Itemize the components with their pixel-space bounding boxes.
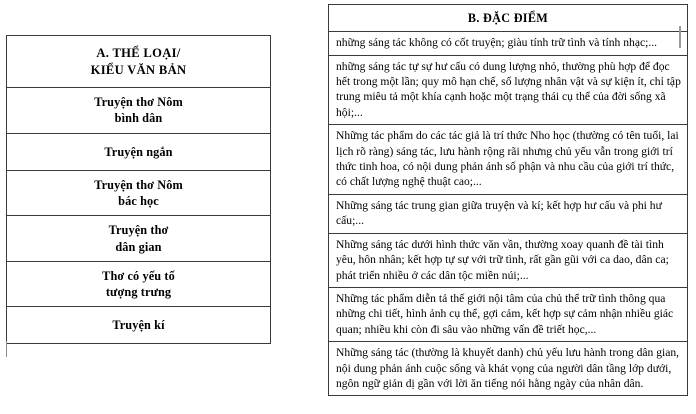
table-row [329,194,688,233]
table-row [7,170,271,215]
characteristic-cell-6: Những tác phẩm diễn tả thế giới nội tâm của chủ thể trữ tình thông qua những chi tiết, hình ảnh cụ thể, gợi cảm, kết hợp sự cảm nhận nhiều giác quan; nhiều khi còn đi sâu vào những vấn đề triết học,... [329,287,688,341]
scan-edge-artifact [679,26,684,48]
genre-line-1: Truyện thơ Nôm [94,95,183,110]
table-header-row [329,5,688,32]
table-continuation-stub [6,341,10,357]
genre-line-2: bác học [118,194,159,209]
genre-cell-tho-co-yeu-to-tuong-trung [7,261,271,306]
genre-line-1: Truyện thơ Nôm [94,177,183,192]
genre-line-2: dân gian [115,239,162,254]
characteristic-cell-3: Những tác phẩm do các tác giả là trí thức Nho học (thường có tên tuổi, lai lịch rõ ràng) sáng tác, lưu hành rộng rãi nhưng chủ yếu vẫn trong giới trí thức tinh hoa, có nội dung phản ánh số phận và nhu cầu của giới trí thức, có chất lượng nghệ thuật cao;... [329,125,688,195]
table-row [329,342,688,396]
table-row [329,287,688,341]
table-row [7,133,271,170]
header-line-1: A. THỂ LOẠI/ [96,46,181,60]
characteristic-cell-4: Những sáng tác trung gian giữa truyện và kí; kết hợp hư cấu và phi hư cấu;... [329,194,688,233]
characteristic-cell-2: những sáng tác tự sự hư cấu có dung lượng nhỏ, thường phù hợp để đọc hết trong một lần; quy mô hạn chế, số lượng nhân vật và sự kiện ít, chỉ tập trung miêu tả một khía cạnh hoặc một trạng thái cụ thể của đời sống xã hội;... [329,55,688,125]
genre-line-1: Truyện ngắn [104,144,173,159]
genre-line-1: Truyện thơ [108,223,169,238]
characteristic-cell-5: Những sáng tác dưới hình thức văn vần, thường xoay quanh đề tài tình yêu, hôn nhân; kết hợp tự sự với trữ tình, rất gần gũi với ca dao, dân ca; phát triển nhiều ở các dân tộc miền núi;... [329,233,688,287]
characteristic-cell-1: những sáng tác không có cốt truyện; giàu tính trữ tình và tính nhạc;... [329,32,688,55]
table-row [7,307,271,344]
table-row [329,233,688,287]
genre-type-table [6,35,271,344]
genre-line-1: Truyện kí [112,318,165,333]
genre-type-table-body [7,36,271,344]
table-row [7,216,271,261]
table-row [7,88,271,133]
header-line-2: KIỂU VĂN BẢN [90,62,187,77]
table-row [329,32,688,55]
genre-line-1: Thơ có yếu tố [102,268,175,283]
table-row [7,261,271,306]
table-row [329,55,688,125]
genre-cell-truyen-tho-nom-bac-hoc [7,170,271,215]
genre-cell-truyen-tho-dan-gian [7,216,271,261]
genre-cell-truyen-ngan [7,133,271,170]
genre-line-2: bình dân [114,111,163,126]
characteristic-cell-7: Những sáng tác (thường là khuyết danh) chủ yếu lưu hành trong dân gian, nội dung phản ánh cuộc sống và khát vọng của người dân tầng lớp dưới, ngôn ngữ giản dị gần với lời ăn tiếng nói hằng ngày của nhân dân. [329,342,688,396]
table-row [329,125,688,195]
characteristics-table [328,4,688,396]
genre-line-2: tượng trưng [105,284,172,299]
genre-cell-truyen-ki [7,307,271,344]
genre-type-table-header [7,36,271,88]
characteristics-table-body [329,5,688,396]
table-header-row [7,36,271,88]
genre-cell-truyen-tho-nom-binh-dan [7,88,271,133]
characteristics-table-header: B. ĐẶC ĐIỂM [329,5,688,32]
